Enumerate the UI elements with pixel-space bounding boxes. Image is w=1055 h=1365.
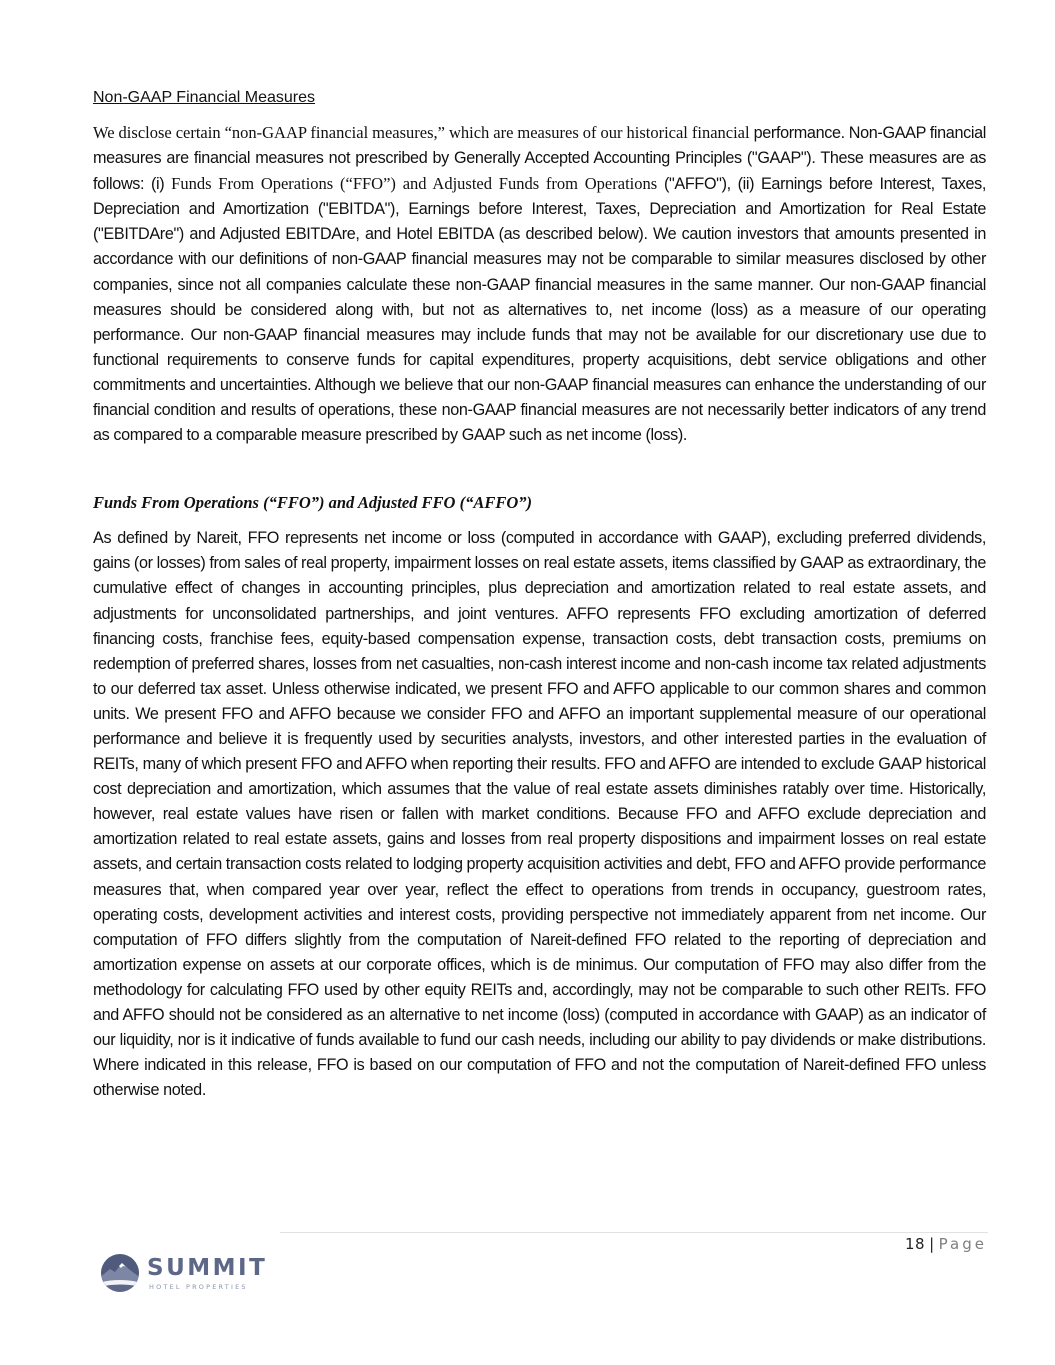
page-number bbox=[905, 1235, 987, 1253]
para-text-b: ("AFFO"), (ii) Earnings before Interest, Taxes, Depreciation and Amortization ("EBITDA"), Earnings before Interest, Taxes, Depreciation and Amortization for Real Estate ("EBITDAre") and Adjusted EBITDAre, and Hotel EBITDA (as described below). We caution investors that amounts presented in accordance with our definitions of non-GAAP financial measures may not be comparable to similar measures disclosed by other companies, since not all companies calculate these non-GAAP financial measures in the same manner. Our non-GAAP financial measures should be considered along with, but not as alternatives to, net income (loss) as a measure of our operating performance. Our non-GAAP financial measures may include funds that may not be available for our discretionary use due to functional requirements to conserve funds for capital expenditures, property acquisitions, debt service obligations and other commitments and uncertainties. Although we believe that our non-GAAP financial measures can enhance the understanding of our financial condition and results of operations, these non-GAAP financial measures are not necessarily better indicators of any trend as compared to a comparable measure prescribed by GAAP such as net income (loss). bbox=[93, 175, 987, 445]
section-heading-ffo: Funds From Operations (“FFO”) and Adjusted FFO (“AFFO”) bbox=[93, 493, 533, 513]
footer-divider bbox=[280, 1232, 988, 1233]
logo-tagline: HOTEL PROPERTIES bbox=[149, 1283, 248, 1291]
page-content bbox=[93, 88, 986, 1103]
para-text-a: performance. Non-GAAP financial measures are financial measures not prescribed by Generally Accepted Accounting Principles ("GAAP"). These measures are as follows: (i) bbox=[93, 124, 987, 194]
non-gaap-paragraph bbox=[93, 120, 986, 448]
page-label: Page bbox=[938, 1235, 987, 1253]
para-serif-mid: Funds From Operations (“FFO”) and Adjusted Funds from Operations bbox=[171, 174, 658, 194]
logo-wordmark: SUMMIT bbox=[147, 1255, 268, 1281]
ffo-paragraph: As defined by Nareit, FFO represents net income or loss (computed in accordance with GAAP), excluding preferred dividends, gains (or losses) from sales of real property, impairment losses on real estate assets, items classified by GAAP as extraordinary, the cumulative effect of changes in accounting principles, plus depreciation and amortization related to real estate assets, and adjustments for unconsolidated partnerships, and joint ventures. AFFO represents FFO excluding amortization of deferred financing costs, franchise fees, equity-based compensation expense, transaction costs, debt transaction costs, premiums on redemption of preferred shares, losses from net casualties, non-cash interest income and non-cash income tax related adjustments to our deferred tax asset. Unless otherwise indicated, we present FFO and AFFO applicable to our common shares and common units. We present FFO and AFFO because we consider FFO and AFFO an important supplemental measure of our operational performance and believe it is frequently used by securities analysts, investors, and other interested parties in the evaluation of REITs, many of which present FFO and AFFO when reporting their results. FFO and AFFO are intended to exclude GAAP historical cost depreciation and amortization, which assumes that the value of real estate assets diminishes ratably over time. Historically, however, real estate values have risen or fallen with market conditions. Because FFO and AFFO exclude depreciation and amortization related to real estate assets, gains and losses from real property dispositions and impairment losses on real estate assets, and certain transaction costs related to lodging property acquisition activities and debt, FFO and AFFO provide performance measures that, when compared year over year, reflect the effect to operations from trends in occupancy, guestroom rates, operating costs, development activities and interest costs, providing perspective not immediately apparent from net income. Our computation of FFO differs slightly from the computation of Nareit-defined FFO related to the reporting of depreciation and amortization expense on assets at our corporate offices, which is de minimus. Our computation of FFO may also differ from the methodology for calculating FFO used by other equity REITs and, accordingly, may not be comparable to such other REITs. FFO and AFFO should not be considered as an alternative to net income (loss) (computed in accordance with GAAP) as an indicator of our liquidity, nor is it indicative of funds available to fund our cash needs, including our ability to pay dividends or make distributions. Where indicated in this release, FFO is based on our computation of FFO and not the computation of Nareit-defined FFO unless otherwise noted. bbox=[93, 529, 986, 1100]
section-heading-non-gaap: Non-GAAP Financial Measures bbox=[93, 89, 316, 106]
page-number-separator: | bbox=[929, 1235, 935, 1253]
para-serif-lead: We disclose certain “non-GAAP financial measures,” which are measures of our historical financial bbox=[93, 123, 750, 142]
page-number-value: 18 bbox=[905, 1235, 926, 1253]
mountain-logo-icon bbox=[100, 1253, 140, 1293]
summit-logo bbox=[100, 1253, 275, 1298]
